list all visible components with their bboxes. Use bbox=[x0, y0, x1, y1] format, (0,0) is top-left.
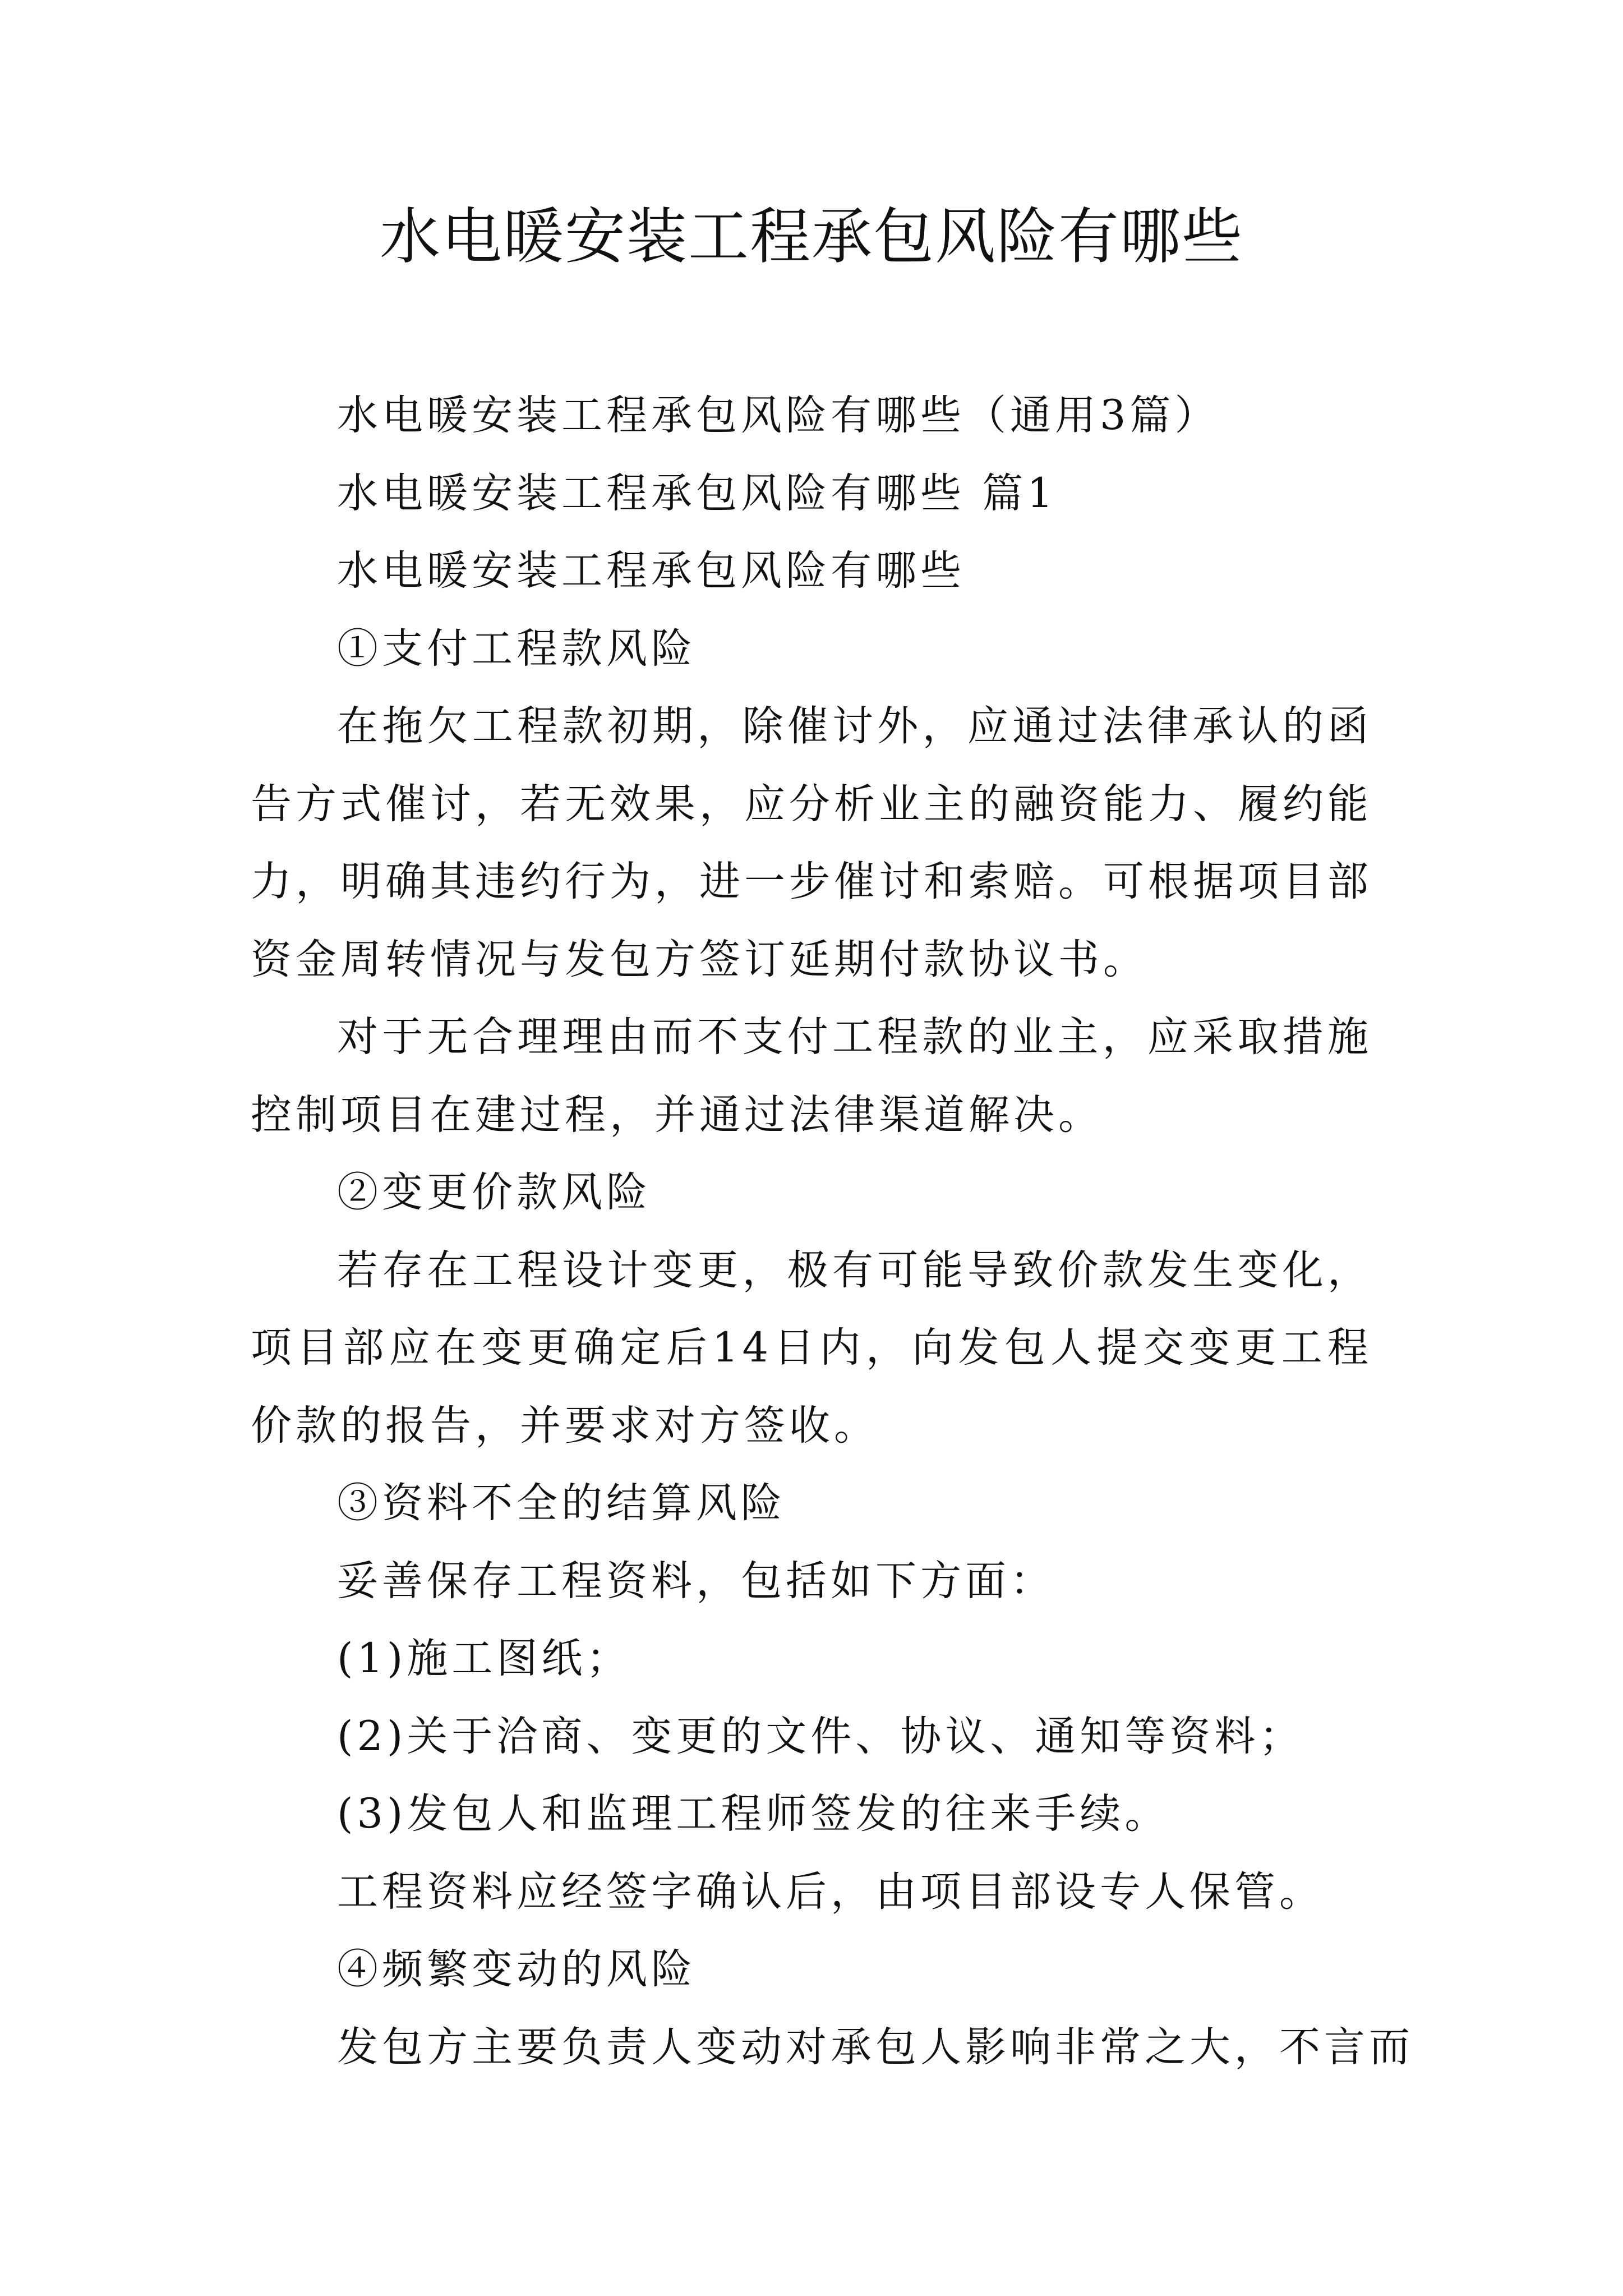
paragraph-keep-records: 妥善保存工程资料，包括如下方面： bbox=[337, 1557, 1055, 1605]
list-item-change-documents: (2)关于洽商、变更的文件、协议、通知等资料； bbox=[337, 1712, 1304, 1760]
paragraph-part-heading: 水电暖安装工程承包风险有哪些 篇1 bbox=[337, 469, 1057, 517]
paragraph-heading-payment-risk: ①支付工程款风险 bbox=[337, 624, 696, 673]
list-item-drawings: (1)施工图纸； bbox=[337, 1635, 631, 1682]
paragraph-heading-settlement-risk: ③资料不全的结算风险 bbox=[337, 1479, 786, 1527]
paragraph-leader-change: 发包方主要负责人变动对承包人影响非常之大，不言而 bbox=[337, 2023, 1414, 2071]
paragraph-payment-arrears: 在拖欠工程款初期，除催讨外，应通过法律承认的函告方式催讨，若无效果，应分析业主的融资能力、履约能力，明确其违约行为，进一步催讨和索赔。可根据项目部资金周转情况与发包方签订延期付款协议书。 bbox=[251, 702, 1372, 983]
paragraph-heading-change-risk: ②变更价款风险 bbox=[337, 1168, 651, 1216]
list-item-procedures: (3)发包人和监理工程师签发的往来手续。 bbox=[337, 1790, 1170, 1838]
paragraph-payment-unreasonable: 对于无合理理由而不支付工程款的业主，应采取措施控制项目在建过程，并通过法律渠道解决。 bbox=[251, 1013, 1372, 1139]
paragraph-section-title: 水电暖安装工程承包风险有哪些 bbox=[337, 547, 965, 595]
paragraph-subtitle: 水电暖安装工程承包风险有哪些（通用3篇） bbox=[337, 392, 1220, 439]
paragraph-heading-frequent-change-risk: ④频繁变动的风险 bbox=[337, 1945, 696, 1993]
document-title: 水电暖安装工程承包风险有哪些 bbox=[379, 202, 1243, 272]
paragraph-change-price: 若存在工程设计变更，极有可能导致价款发生变化，项目部应在变更确定后14日内，向发包人提交变更工程价款的报告，并要求对方签收。 bbox=[251, 1246, 1372, 1450]
document-body bbox=[251, 377, 1414, 2086]
paragraph-records-custody: 工程资料应经签字确认后，由项目部设专人保管。 bbox=[337, 1867, 1324, 1916]
